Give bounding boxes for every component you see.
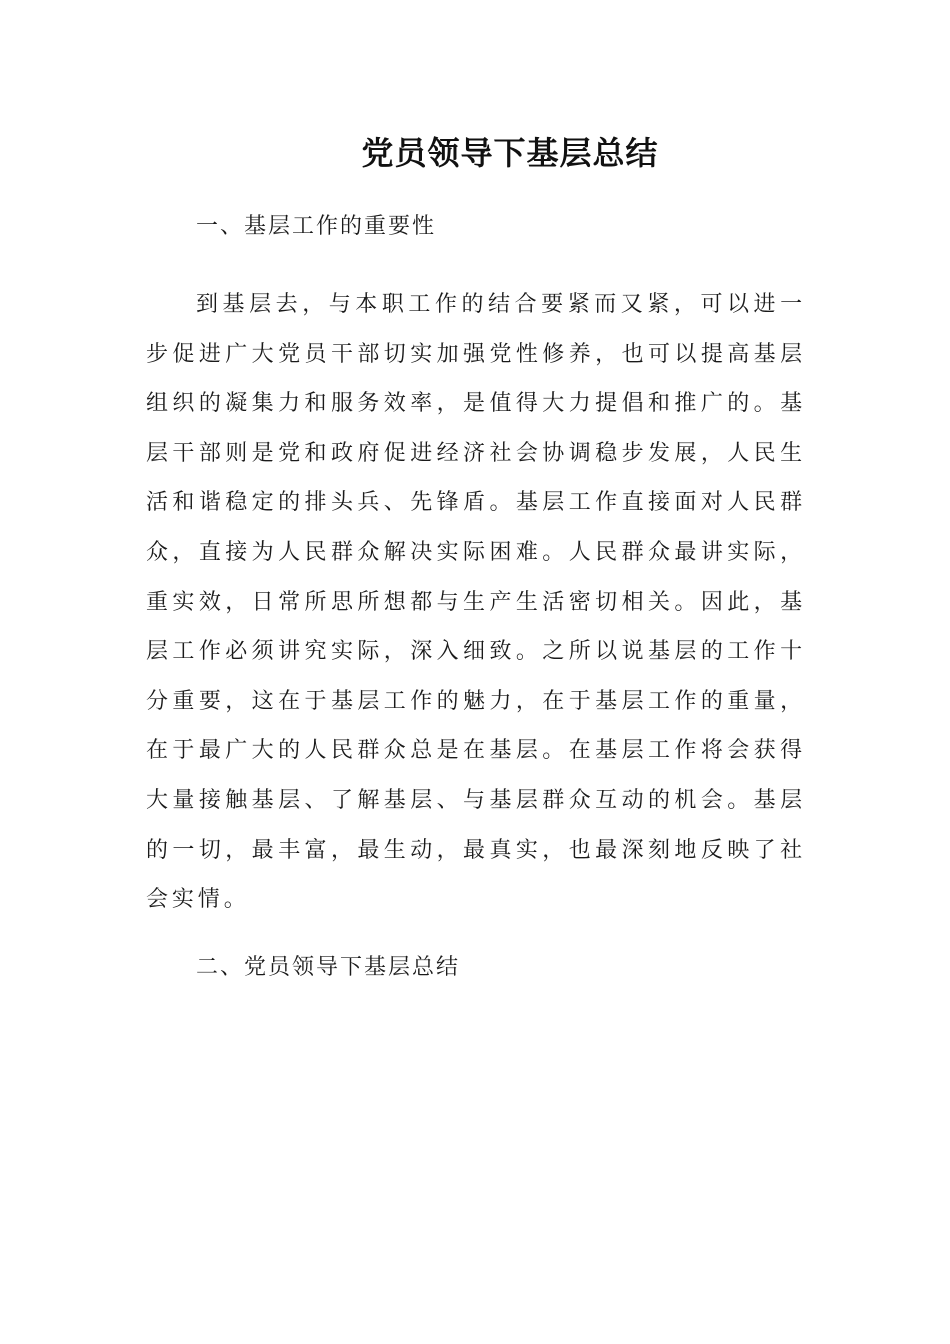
page-title: 党员领导下基层总结 [361,134,659,172]
section-heading-summary: 二、党员领导下基层总结 [196,955,461,980]
section-paragraph-importance: 到基层去，与本职工作的结合要紧而又紧，可以进一步促进广大党员干部切实加强党性修养，也可以提高基层组织的凝集力和服务效率，是值得大力提倡和推广的。基层干部则是党和政府促进经济社会协调稳步发展，人民生活和谐稳定的排头兵、先锋盾。基层工作直接面对人民群众，直接为人民群众解决实际困难。人民群众最讲实际，重实效，日常所思所想都与生产生活密切相关。因此，基层工作必须讲究实际，深入细致。之所以说基层的工作十分重要，这在于基层工作的魅力，在于基层工作的重量，在于最广大的人民群众总是在基层。在基层工作将会获得大量接触基层、了解基层、与基层群众互动的机会。基层的一切，最丰富，最生动，最真实，也最深刻地反映了社会实情。 [146,292,806,913]
section-heading-importance: 一、基层工作的重要性 [196,214,437,239]
